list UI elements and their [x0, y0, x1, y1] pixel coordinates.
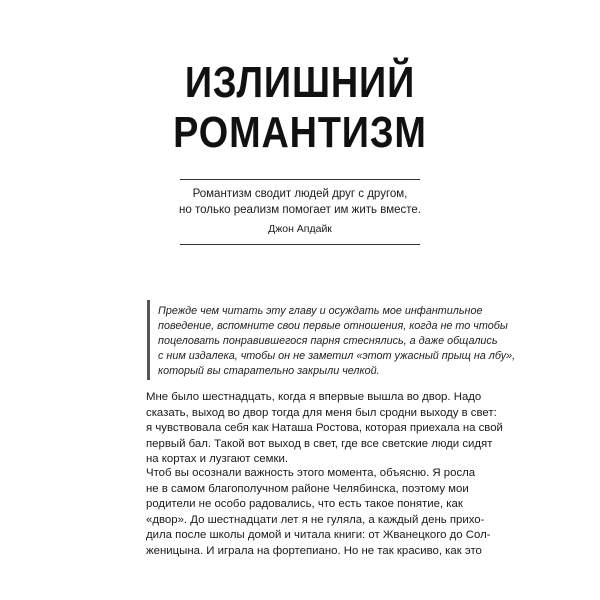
body-line: дила после школы домой и читала книги: от Жванецкого до Сол- — [146, 529, 491, 542]
chapter-title — [42, 58, 558, 158]
body-line: на кортах и лузгают семки. — [146, 453, 288, 466]
body-line: сказать, выход во двор тогда для меня был сродни выходу в свет: — [146, 406, 497, 419]
callout-line: поведение, вспомните свои первые отношения, когда не то чтобы — [158, 320, 508, 332]
body-line: первый бал. Такой вот выход в свет, где все светские люди сидят — [146, 437, 493, 450]
body-line: «двор». До шестнадцати лет я не гуляла, а каждый день прихо- — [146, 513, 485, 526]
chapter-title-line-1: ИЗЛИШНИЙ — [184, 58, 416, 107]
epigraph — [150, 186, 450, 218]
body-line: родители не особо радовались, что есть такое понятие, как — [146, 498, 463, 511]
body-line: женицына. И играла на фортепиано. Но не так красиво, как это — [146, 544, 482, 557]
epigraph-bottom-rule — [180, 244, 420, 245]
body-line: Мне было шестнадцать, когда я впервые вышла во двор. Надо — [146, 391, 482, 403]
callout-line: Прежде чем читать эту главу и осуждать мое инфантильное — [158, 305, 483, 317]
callout-line: с ним издалека, чтобы он не заметил «этот ужасный прыщ на лбу», — [158, 350, 516, 362]
callout-line: поцеловать понравившегося парня стеснялись, а даже общались — [158, 335, 498, 347]
body-line: я чувствовала себя как Наташа Ростова, которая приехала на свой — [146, 422, 503, 435]
epigraph-top-rule — [180, 179, 420, 180]
body-paragraph-2 — [146, 466, 491, 560]
body-line: не в самом благополучном районе Челябинска, поэтому мои — [146, 482, 469, 495]
callout-bar — [147, 300, 150, 380]
callout-text — [158, 304, 516, 379]
epigraph-line: Романтизм сводит людей друг с другом, — [192, 188, 408, 200]
callout-line: который вы старательно закрыли челкой. — [158, 365, 380, 377]
epigraph-author: Джон Апдайк — [268, 223, 332, 235]
epigraph-line: но только реализм помогает им жить вместе. — [179, 204, 421, 216]
body-paragraph-1 — [146, 390, 503, 468]
body-line: Чтоб вы осознали важность этого момента, объясню. Я росла — [146, 467, 476, 479]
chapter-title-line-2: РОМАНТИЗМ — [173, 108, 427, 157]
